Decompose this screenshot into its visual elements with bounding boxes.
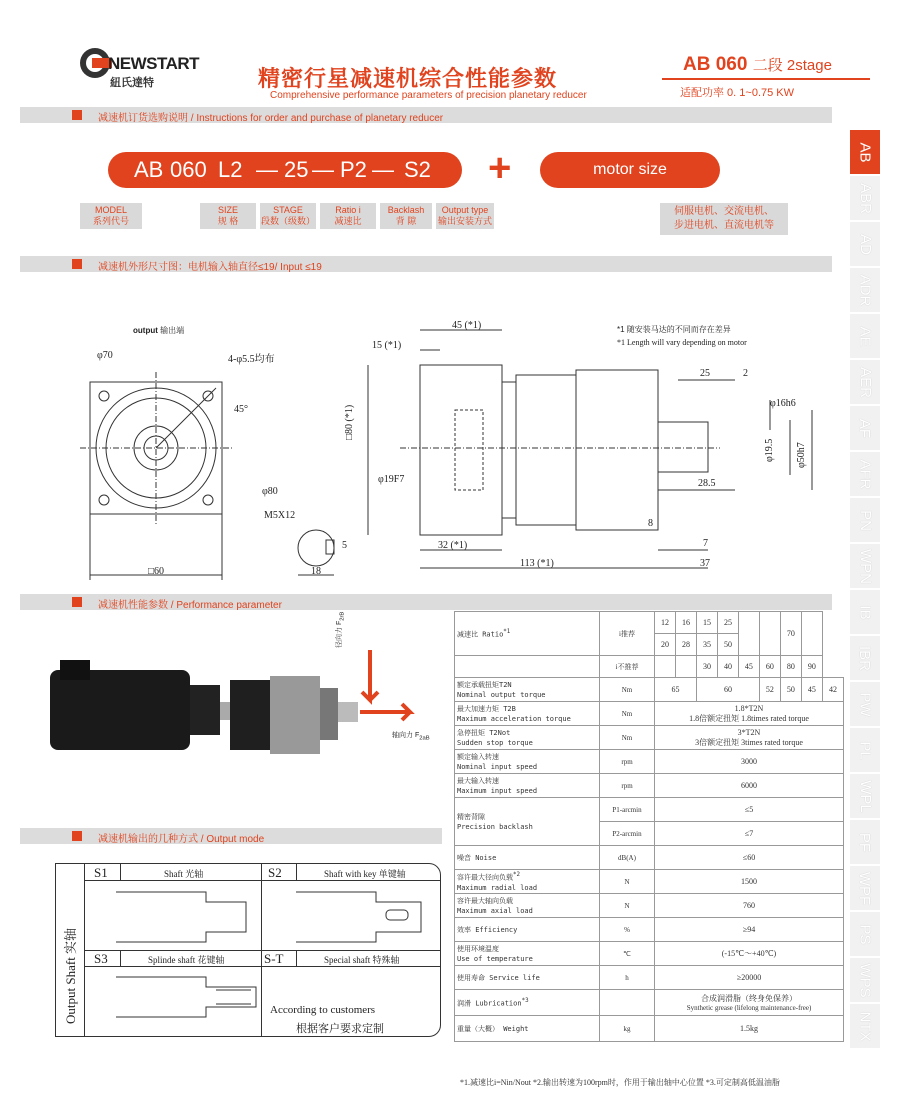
custom-cn: 根据客户要求定制 bbox=[296, 1023, 384, 1035]
tab-wpn[interactable] bbox=[850, 544, 880, 588]
label-output-type: Output type 输出安装方式 bbox=[436, 203, 494, 229]
section-performance: 减速机性能参数 / Performance parameter bbox=[20, 594, 832, 610]
tab-label: PW bbox=[856, 691, 874, 717]
tab-pw[interactable] bbox=[850, 682, 880, 726]
dim-d50: φ50h7 bbox=[796, 442, 807, 468]
label-model: MODEL 系列代号 bbox=[80, 203, 142, 229]
dim-d70: φ70 bbox=[97, 350, 113, 361]
section-dimensions: 减速机外形尺寸图：电机输入轴直径≤19/ Input ≤19 bbox=[20, 256, 832, 272]
tab-label: IB bbox=[856, 604, 874, 620]
output-side-label: Output Shaft 实轴 bbox=[56, 864, 85, 1036]
tab-ntx[interactable] bbox=[850, 1004, 880, 1048]
tab-ad[interactable] bbox=[850, 222, 880, 266]
axial-force-label: 轴向力 $F_{2aB}$ bbox=[392, 732, 430, 742]
tab-afr[interactable] bbox=[850, 452, 880, 496]
dim-sq80: □80 (*1) bbox=[344, 404, 355, 440]
tab-ibr[interactable] bbox=[850, 636, 880, 680]
dimension-drawing bbox=[0, 0, 840, 590]
label-size: SIZE 规 格 bbox=[200, 203, 256, 229]
dim-l285: 28.5 bbox=[698, 478, 716, 489]
dim-l45: 45 (*1) bbox=[452, 320, 482, 331]
model-stage: 二段 2stage bbox=[752, 57, 832, 74]
tab-ps[interactable] bbox=[850, 912, 880, 956]
page-subtitle: Comprehensive performance parameters of precision planetary reducer bbox=[270, 90, 587, 101]
note-cn: *1 随安装马达的不同而存在差异 bbox=[617, 325, 731, 334]
dim-key-18: 18 bbox=[311, 566, 321, 577]
dim-l7: 7 bbox=[703, 538, 708, 549]
code-ratio: 25 bbox=[284, 157, 309, 182]
tab-label: IBR bbox=[856, 645, 874, 671]
model-prefix: AB bbox=[683, 54, 711, 75]
tab-label: AB bbox=[856, 141, 874, 163]
tab-label: PN bbox=[856, 509, 874, 531]
dim-angle: 45° bbox=[234, 404, 248, 415]
plus-icon: + bbox=[488, 146, 512, 190]
dim-d16: φ16h6 bbox=[770, 398, 796, 409]
dim-l8: 8 bbox=[648, 518, 653, 529]
s2-code: S2 bbox=[268, 865, 282, 880]
s3-code: S3 bbox=[94, 951, 108, 966]
s1-desc: Shaft 光轴 bbox=[164, 869, 204, 879]
brand-name: NEWSTART bbox=[108, 54, 200, 73]
brand-name-cn: 紐氏達特 bbox=[110, 77, 154, 89]
dim-d80: φ80 bbox=[262, 486, 278, 497]
dim-d195: φ19.5 bbox=[764, 438, 775, 462]
dim-key-width: 5 bbox=[342, 540, 347, 551]
dim-l2: 2 bbox=[743, 368, 748, 379]
st-code: S-T bbox=[264, 951, 284, 966]
code-model: AB bbox=[134, 157, 164, 182]
note-en: *1 Length will vary depending on motor bbox=[617, 338, 747, 347]
tab-label: WPN bbox=[856, 548, 874, 584]
code-size: 060 bbox=[170, 157, 207, 182]
tab-label: WPF bbox=[856, 871, 874, 905]
radial-force-label: 径向力 $F_{2rB}$ bbox=[336, 611, 346, 648]
tab-ib[interactable] bbox=[850, 590, 880, 634]
shaft-drawings bbox=[86, 882, 436, 1032]
product-photo bbox=[40, 640, 450, 780]
table-footnote: *1.减速比i=Nin/Nout *2.输出转速为100rpm时，作用于输出轴中心位置 *3.可定制高低温油脂 bbox=[460, 1078, 780, 1087]
dim-l37: 37 bbox=[700, 558, 710, 569]
s2-desc: Shaft with key 单键轴 bbox=[324, 869, 406, 879]
tab-wpl[interactable] bbox=[850, 774, 880, 818]
label-backlash: Backlash 背 隙 bbox=[380, 203, 432, 229]
tab-label: ADR bbox=[856, 274, 874, 306]
custom-en: According to customers bbox=[270, 1004, 376, 1016]
output-end-label: output 输出端 bbox=[133, 326, 185, 335]
dim-thread: M5X12 bbox=[264, 510, 296, 521]
dim-l113: 113 (*1) bbox=[520, 558, 554, 569]
tab-label: WPS bbox=[856, 962, 874, 998]
label-stage: STAGE 段数（级数） bbox=[260, 203, 316, 229]
motor-size-label: motor size bbox=[593, 161, 667, 178]
tab-pn[interactable] bbox=[850, 498, 880, 542]
section-order: 减速机订货选购说明 / Instructions for order and purchase of planetary reducer bbox=[20, 107, 832, 123]
tab-label: PL bbox=[856, 740, 874, 760]
tab-label: ABR bbox=[856, 182, 874, 214]
dim-l15: 15 (*1) bbox=[372, 340, 402, 351]
dim-d19: φ19F7 bbox=[378, 474, 405, 485]
tab-ae[interactable] bbox=[850, 314, 880, 358]
tab-label: PS bbox=[856, 923, 874, 945]
s1-code: S1 bbox=[94, 865, 108, 880]
dim-holes: 4-φ5.5均布 bbox=[228, 354, 275, 365]
tab-label: WPL bbox=[856, 779, 874, 813]
label-motor-types: 伺服电机、交流电机、 步进电机、直流电机等 bbox=[660, 203, 788, 235]
dim-sq60: □60 bbox=[148, 566, 165, 577]
tab-wps[interactable] bbox=[850, 958, 880, 1002]
tab-pf[interactable] bbox=[850, 820, 880, 864]
section-output: 减速机输出的几种方式 / Output mode bbox=[20, 828, 442, 844]
tab-abr[interactable] bbox=[850, 176, 880, 220]
code-backlash: P2 bbox=[340, 157, 367, 182]
tab-aer[interactable] bbox=[850, 360, 880, 404]
power-range: 适配功率 0. 1~0.75 KW bbox=[680, 87, 795, 99]
page-title: 精密行星减速机综合性能参数 bbox=[258, 66, 558, 91]
label-ratio: Ratio i 减速比 bbox=[320, 203, 376, 229]
tab-label: AD bbox=[856, 233, 874, 255]
tab-af[interactable] bbox=[850, 406, 880, 450]
tab-label: NTX bbox=[856, 1011, 874, 1041]
st-desc: Special shaft 特殊轴 bbox=[324, 955, 400, 965]
code-output: S2 bbox=[404, 157, 431, 182]
tab-wpf[interactable] bbox=[850, 866, 880, 910]
tab-adr[interactable] bbox=[850, 268, 880, 312]
tab-label: AER bbox=[856, 366, 874, 398]
output-mode-box bbox=[55, 863, 441, 1037]
model-num: 060 bbox=[715, 54, 748, 75]
tab-label: AF bbox=[856, 418, 874, 438]
dim-l25: 25 bbox=[700, 368, 710, 379]
tab-label: PF bbox=[856, 832, 874, 852]
tab-ab[interactable] bbox=[850, 130, 880, 174]
tab-label: AE bbox=[856, 325, 874, 347]
tab-label: AFR bbox=[856, 459, 874, 489]
performance-table: 减速比 Ratio$^{*1}$ i推荐 12 16 15 25 70 20 28 35 50 i不推荐 30 40 45 60 80 90 额定承载扭矩T2N Nominal output torque Nm 65 60 52 50 45 42 最大加速力矩 T2B Maximum acceleration torque Nm 1.8*T2N 1.8倍额定扭矩 1.8times rated torque 急停扭矩 T2Not Sudden stop torque Nm 3*T2N 3倍额定扭矩 3times rated torque 额定输入转速 Nominal input speed rpm 3000 最大输入转速 Maximum input speed rpm 6000 精密背隙 Precision backlash P1-arcmin ≤5 P2-arcmin ≤7 噪音 Noise dB(A) ≤60 容许最大径向负载$^{*2}$ Maximum radial load N 1500 容许最大轴向负载 Maximum axial load N 760 效率 Efficiency % ≥94 使用环境温度 Use of temperature ℃ (-15℃～+40℃) 使用寿命 Service life h ≥20000 润滑 Lubrication$^{*3}$ 合成润滑脂（终身免保养） Synthetic grease (lifelong maintenance-free) 重量（大概） Weight kg 1.5kg bbox=[454, 611, 844, 1042]
tab-pl[interactable] bbox=[850, 728, 880, 772]
code-stage: L2 bbox=[218, 157, 243, 182]
code-dash: — bbox=[256, 157, 278, 182]
code-dash: — bbox=[372, 157, 394, 182]
code-dash: — bbox=[312, 157, 334, 182]
dim-l32: 32 (*1) bbox=[438, 540, 468, 551]
s3-desc: Splinde shaft 花键轴 bbox=[148, 955, 225, 965]
